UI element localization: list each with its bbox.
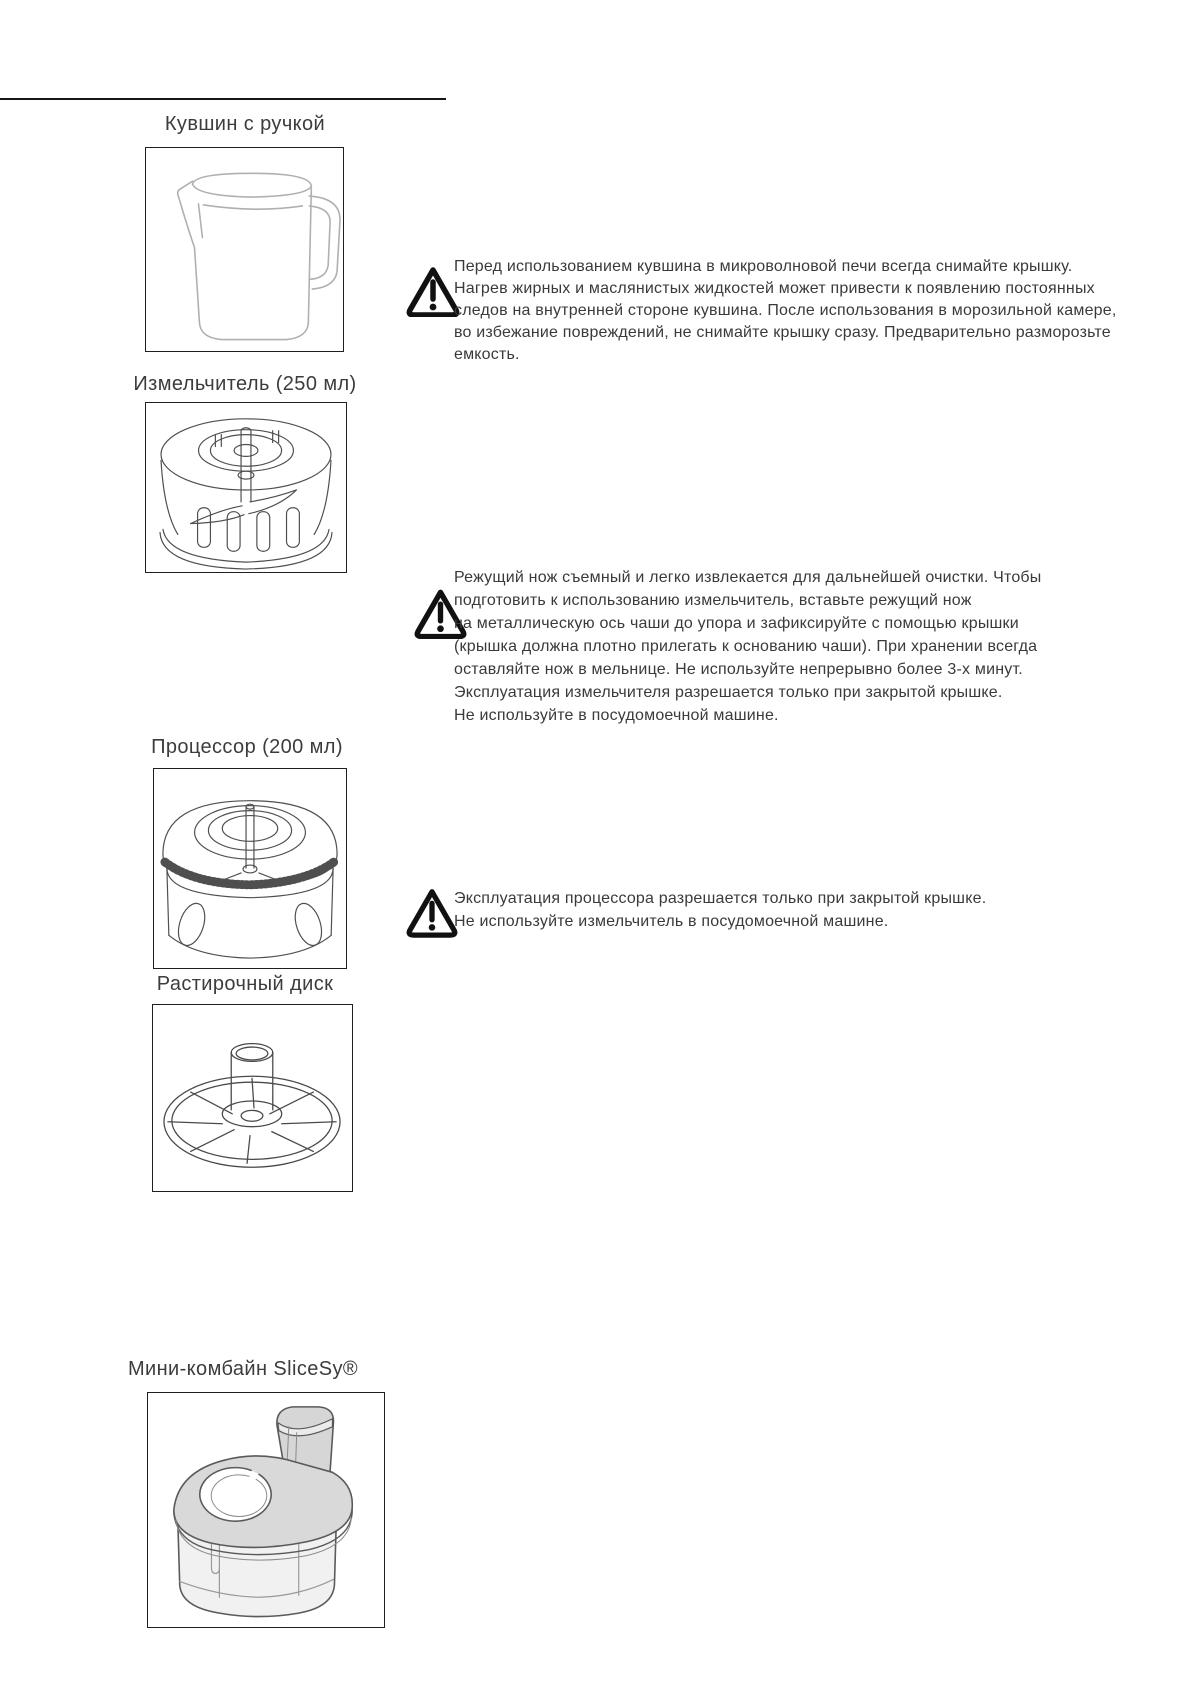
warning-line: (крышка должна плотно прилегать к основанию чаши). При хранении всегда <box>454 638 1038 655</box>
section-title-slicesy: Мини-комбайн SliceSy® <box>127 1358 359 1380</box>
warning-line: Режущий нож съемный и легко извлекается для дальнейшей очистки. Чтобы <box>454 569 1042 586</box>
warning-line: на металлическую ось чаши до упора и зафиксируйте с помощью крышки <box>454 615 1019 632</box>
warning-line: подготовить к использованию измельчитель, вставьте режущий нож <box>454 592 972 609</box>
warning-line: Эксплуатация процессора разрешается только при закрытой крышке. <box>454 890 987 907</box>
slicesy-illustration <box>148 1393 384 1627</box>
slicesy-image-box <box>147 1392 385 1628</box>
warning-text-chopper <box>454 566 1042 727</box>
processor-image-box <box>153 768 347 969</box>
section-title-chopper: Измельчитель (250 мл) <box>133 373 357 395</box>
warning-line: Эксплуатация измельчителя разрешается только при закрытой крышке. <box>454 684 1003 701</box>
warning-line: Не используйте измельчитель в посудомоечной машине. <box>454 913 889 930</box>
chopper-image-box <box>145 402 347 573</box>
section-title-jug: Кувшин с ручкой <box>164 113 326 135</box>
section-title-disk: Растирочный диск <box>156 973 334 995</box>
warning-line: Не используйте в посудомоечной машине. <box>454 707 779 724</box>
top-divider-line <box>0 98 446 100</box>
section-title-processor: Процессор (200 мл) <box>151 736 343 758</box>
warning-line: емкость. <box>454 346 520 363</box>
warning-line: Перед использованием кувшина в микроволновой печи всегда снимайте крышку. <box>454 258 1073 275</box>
jug-image-box <box>145 147 344 352</box>
processor-illustration <box>154 769 346 968</box>
disk-illustration <box>153 1005 352 1191</box>
warning-triangle-icon <box>406 265 460 322</box>
chopper-illustration <box>146 403 346 572</box>
disk-image-box <box>152 1004 353 1192</box>
warning-line: оставляйте нож в мельнице. Не используйте непрерывно более 3-х минут. <box>454 661 1023 678</box>
warning-text-jug <box>454 256 1117 366</box>
warning-line: следов на внутренней стороне кувшина. После использования в морозильной камере, <box>454 302 1117 319</box>
warning-line: Нагрев жирных и маслянистых жидкостей может привести к появлению постоянных <box>454 280 1095 297</box>
warning-triangle-icon <box>406 886 458 943</box>
warning-text-processor <box>454 887 986 933</box>
jug-illustration <box>146 148 343 351</box>
warning-line: во избежание повреждений, не снимайте крышку сразу. Предварительно разморозьте <box>454 324 1111 341</box>
